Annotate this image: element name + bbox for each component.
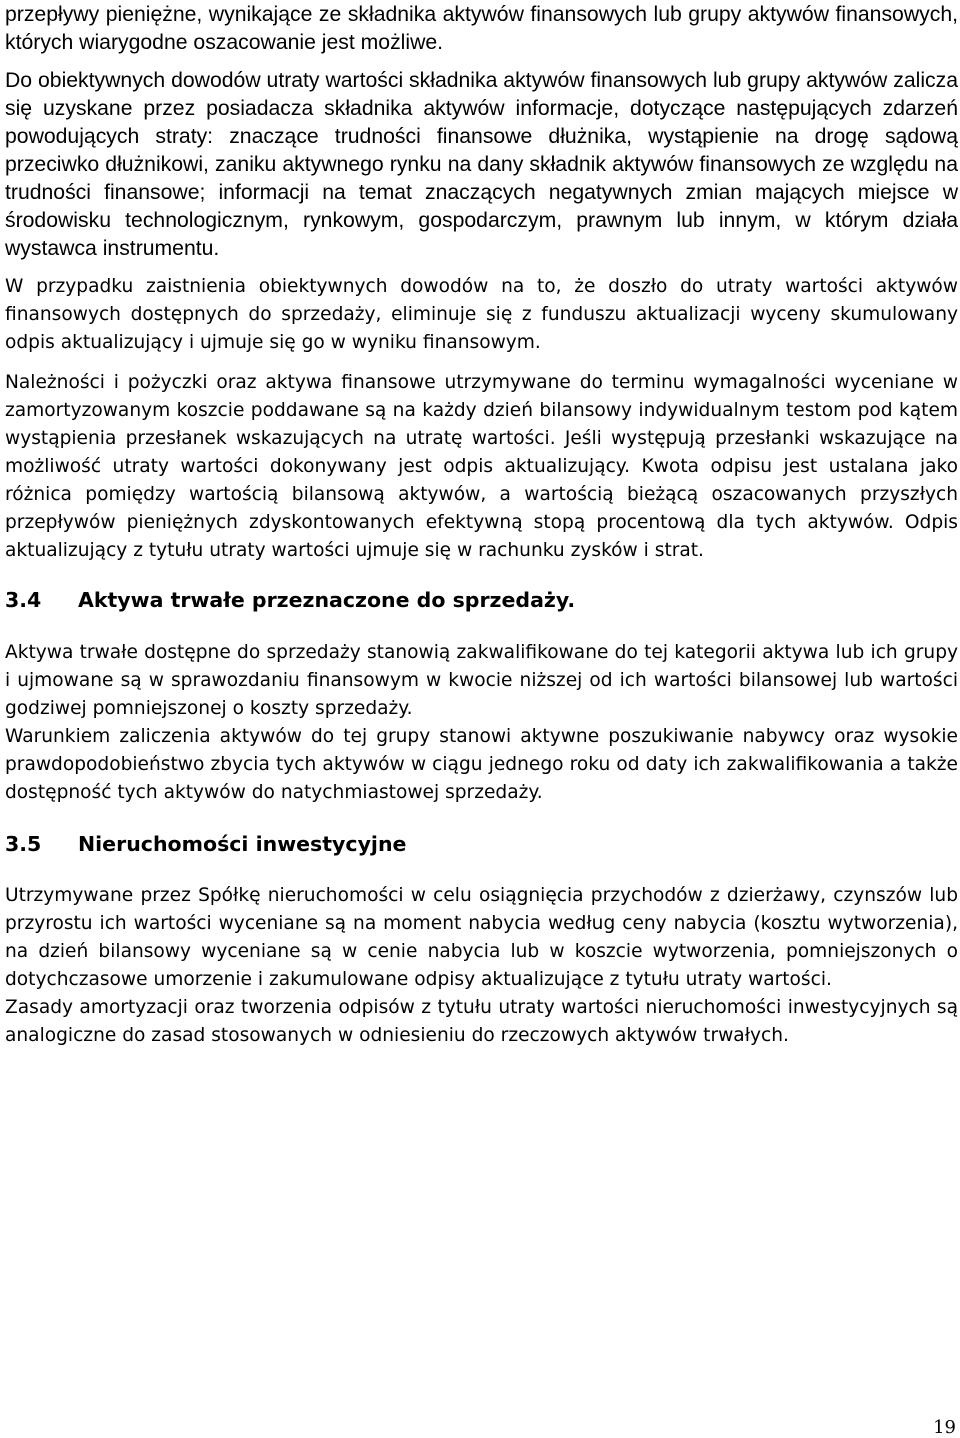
paragraph-objective-evidence: Do obiektywnych dowodów utraty wartości składnika aktywów finansowych lub grupy aktywów zalicza się uzyskane przez posiadacza składnika aktywów informacje, dotyczące następujących zdarzeń powodujących straty: znaczące trudności finansowe dłużnika, wystąpienie na drogę sądową przeciwko dłużnikowi, zaniku aktywnego rynku na dany składnik aktywów finansowych ze względu na trudności finansowe; informacji na temat znaczących negatywnych zmian mających miejsce w środowisku technologicznym, rynkowym, gospodarczym, prawnym lub innym, w którym działa wystawca instrumentu. xyxy=(5,69,958,260)
section-heading-3-5 xyxy=(5,830,958,858)
paragraph-investment-property: Utrzymywane przez Spółkę nieruchomości w celu osiągnięcia przychodów z dzierżawy, czynszów lub przyrostu ich wartości wyceniane są na moment nabycia według ceny nabycia (kosztu wytworzenia), na dzień bilansowy wyceniane są w cenie nabycia lub w koszcie wytworzenia, pomniejszonych o dotychczasowe umorzenie i zakumulowane odpisy aktualizujące z tytułu utraty wartości. xyxy=(5,885,958,990)
paragraph-intro-end: przepływy pieniężne, wynikające ze składnika aktywów finansowych lub grupy aktywów finansowych, których wiarygodne oszacowanie jest możliwe. xyxy=(5,3,958,54)
section-heading-3-4 xyxy=(5,586,958,614)
paragraph-depreciation-rules: Zasady amortyzacji oraz tworzenia odpisów z tytułu utraty wartości nieruchomości inwestycyjnych są analogiczne do zasad stosowanych w odniesieniu do rzeczowych aktywów trwałych. xyxy=(5,997,958,1046)
section-title: Aktywa trwałe przeznaczone do sprzedaży. xyxy=(78,588,576,612)
paragraph-receivables-loans: Należności i pożyczki oraz aktywa finansowe utrzymywane do terminu wymagalności wyceniane w zamortyzowanym koszcie poddawane są na każdy dzień bilansowy indywidualnym testom pod kątem wystąpienia przesłanek wskazujących na utratę wartości. Jeśli występują przesłanki wskazujące na możliwość utraty wartości dokonywany jest odpis aktualizujący. Kwota odpisu jest ustalana jako różnica pomiędzy wartością bilansową aktywów, a wartością bieżącą oszacowanych przyszłych przepływów pieniężnych zdyskontowanych efektywną stopą procentową dla tych aktywów. Odpis aktualizujący z tytułu utraty wartości ujmuje się w rachunku zysków i strat. xyxy=(5,372,958,561)
document-page xyxy=(5,0,958,1050)
page-number: 19 xyxy=(933,1417,956,1438)
paragraph-classification-condition: Warunkiem zaliczenia aktywów do tej grupy stanowi aktywne poszukiwanie nabywcy oraz wysokie prawdopodobieństwo zbycia tych aktywów w ciągu jednego roku od daty ich zakwalifikowania a także dostępność tych aktywów do natychmiastowej sprzedaży. xyxy=(5,726,958,803)
section-number: 3.5 xyxy=(5,832,42,856)
paragraph-assets-held-for-sale: Aktywa trwałe dostępne do sprzedaży stanowią zakwalifikowane do tej kategorii aktywa lub ich grupy i ujmowane są w sprawozdaniu finansowym w kwocie niższej od ich wartości bilansowej lub wartości godziwej pomniejszonej o koszty sprzedaży. xyxy=(5,642,958,719)
section-number: 3.4 xyxy=(5,588,42,612)
section-title: Nieruchomości inwestycyjne xyxy=(78,832,407,856)
paragraph-available-for-sale: W przypadku zaistnienia obiektywnych dowodów na to, że doszło do utraty wartości aktywów finansowych dostępnych do sprzedaży, eliminuje się z funduszu aktualizacji wyceny skumulowany odpis aktualizujący i ujmuje się go w wyniku finansowym. xyxy=(5,276,958,353)
